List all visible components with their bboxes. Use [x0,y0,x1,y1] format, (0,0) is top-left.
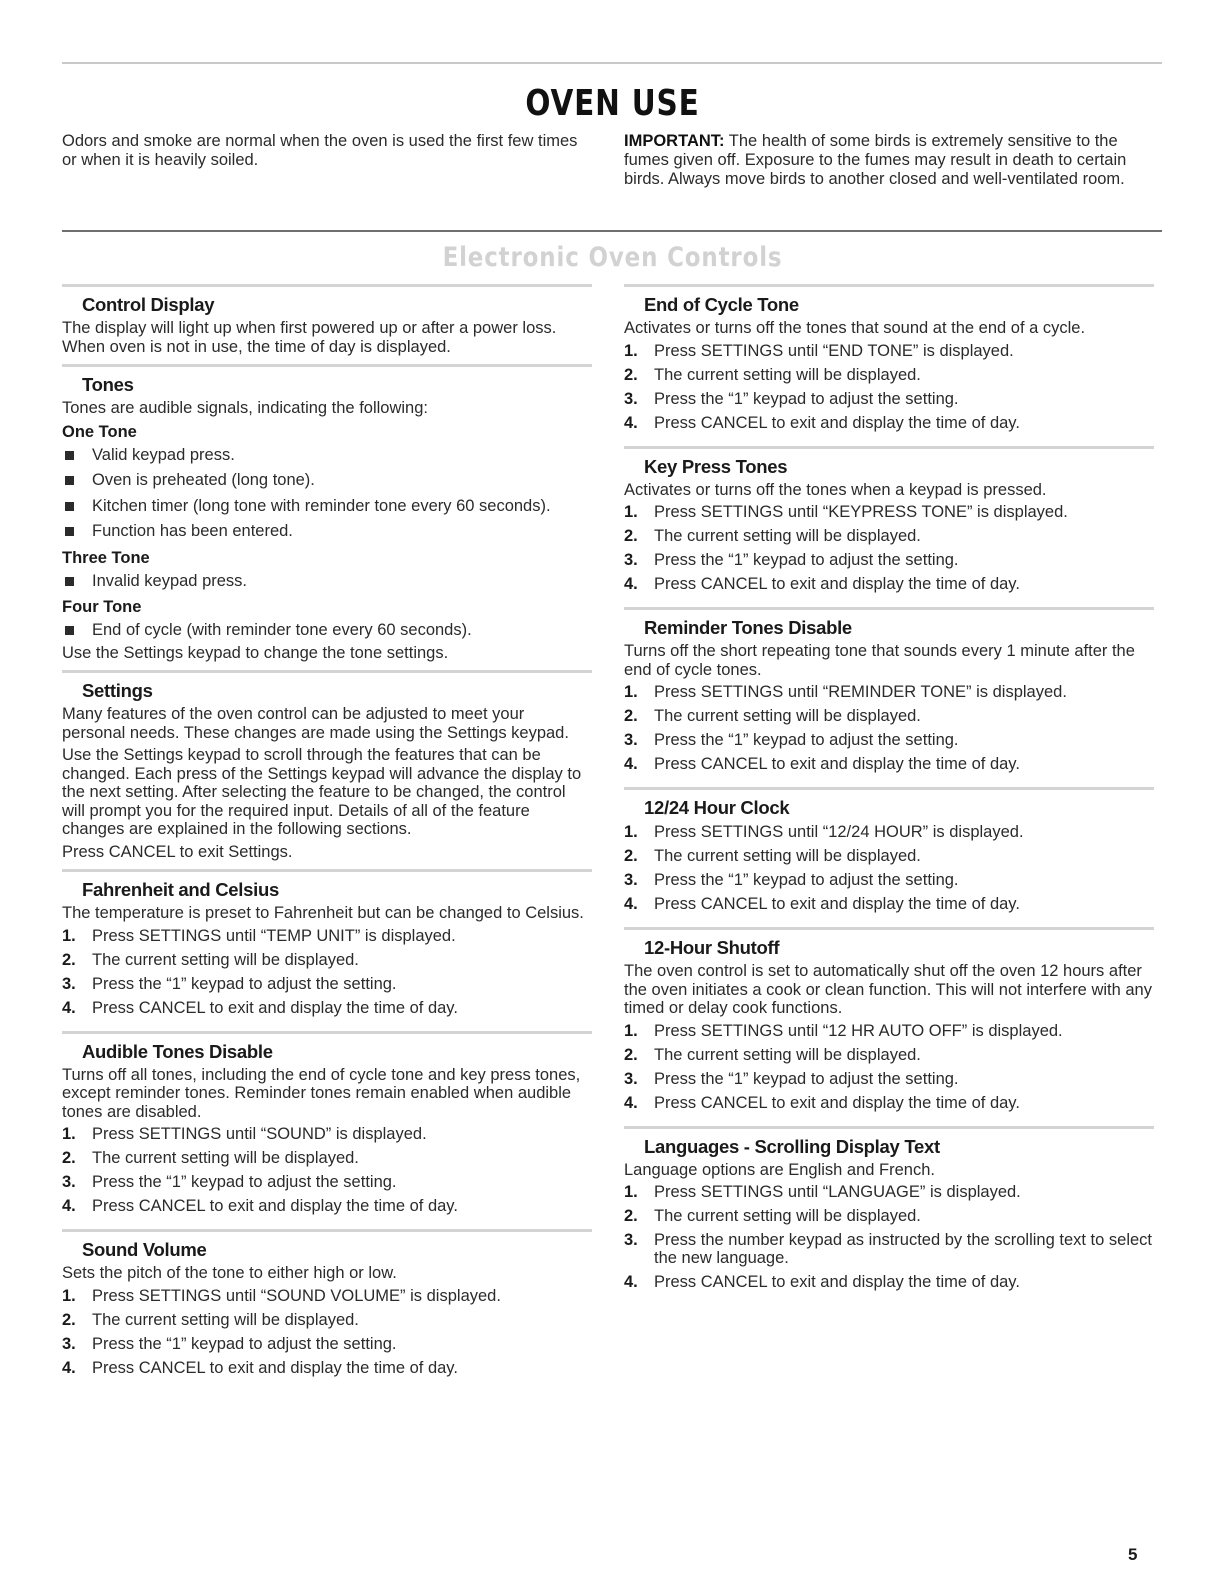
right-column [624,284,1154,1297]
section-text: The temperature is preset to Fahrenheit but can be changed to Celsius. [62,904,584,922]
section-text: Press CANCEL to exit Settings. [62,842,293,861]
list-item: 4. Press CANCEL to exit and display the time of day. [62,998,458,1017]
section-text: Language options are English and French. [624,1160,935,1179]
page-title: OVEN USE [525,83,700,124]
section-title: Fahrenheit and Celsius [82,879,279,900]
section-banner: Electronic Oven Controls [442,242,783,273]
section-title: Sound Volume [82,1239,207,1260]
list-item: 1. Press SETTINGS until “12 HR AUTO OFF” is displayed. [624,1021,1063,1040]
section-text: The display will light up when first powered up or after a power loss. When oven is not in use, the time of day is displayed. [62,319,557,356]
section-divider [624,446,1154,449]
section-title: 12/24 Hour Clock [644,797,790,818]
section-text: Turns off all tones, including the end of cycle tone and key press tones, except reminder tones. Reminder tones remain enabled when audible tones are disabled. [62,1065,581,1121]
section-divider [624,284,1154,287]
list-item: 4. Press CANCEL to exit and display the time of day. [624,755,1020,773]
list-item: 1. Press SETTINGS until “KEYPRESS TONE” is displayed. [624,503,1068,521]
list-item: 1. Press SETTINGS until “SOUND” is displayed. [62,1125,427,1143]
three-tone-list [62,572,592,591]
list-item: 4. Press CANCEL to exit and display the time of day. [624,575,1020,593]
end-of-cycle-section [624,284,1154,432]
fahrenheit-celsius-section [62,869,592,1017]
list-item: 1. Press SETTINGS until “SOUND VOLUME” is displayed. [62,1286,501,1305]
list-item: 2. The current setting will be displayed. [624,527,921,545]
one-tone-list [62,446,592,541]
three-tone-label: Three Tone [62,548,150,567]
left-column [62,284,592,1383]
settings-section [62,670,592,861]
hour-clock-section [624,787,1154,913]
four-tone-label: Four Tone [62,598,142,616]
steps-list [624,503,1154,593]
section-text: Tones are audible signals, indicating the following: [62,399,428,417]
bullet-square-icon [65,527,74,536]
section-divider [624,927,1154,930]
list-item: 4. Press CANCEL to exit and display the time of day. [624,1273,1020,1291]
list-item: Invalid keypad press. [62,572,592,591]
section-text: The oven control is set to automatically shut off the oven 12 hours after the oven initiates a cook or clean function. This will not interfere with any timed or delay cook functions. [624,962,1152,1017]
languages-section [624,1126,1154,1292]
section-title: Reminder Tones Disable [644,617,852,638]
steps-list [62,1287,592,1377]
section-title: Key Press Tones [644,455,788,477]
four-tone-list [62,621,592,640]
sound-volume-section [62,1229,592,1377]
list-item: 2. The current setting will be displayed. [624,365,921,384]
list-item: 3. Press the “1” keypad to adjust the setting. [62,1173,397,1191]
list-item: 3. Press the “1” keypad to adjust the setting. [62,1334,397,1353]
list-item: 3. Press the “1” keypad to adjust the setting. [624,871,959,889]
steps-list [624,1183,1154,1291]
list-item: Oven is preheated (long tone). [62,471,592,490]
control-display-section [62,284,592,356]
list-item: 4. Press CANCEL to exit and display the time of day. [624,413,1020,432]
reminder-tones-section [624,607,1154,773]
list-item: Function has been entered. [62,522,592,541]
list-item: 3. Press the “1” keypad to adjust the setting. [624,1069,959,1088]
section-divider [62,1031,592,1034]
section-divider [62,670,592,673]
key-press-tones-section [624,446,1154,594]
list-item: 2. The current setting will be displayed. [624,847,921,865]
section-text: Sets the pitch of the tone to either high or low. [62,1264,397,1282]
section-rule [62,230,1162,232]
section-divider [624,787,1154,790]
hour-shutoff-section [624,927,1154,1112]
section-text: Activates or turns off the tones when a keypad is pressed. [624,480,1047,499]
list-item: 2. The current setting will be displayed. [624,1045,921,1064]
list-item: End of cycle (with reminder tone every 60 seconds). [62,621,592,640]
section-text: Turns off the short repeating tone that sounds every 1 minute after the end of cycle tones. [624,642,1135,679]
list-item: 1. Press SETTINGS until “REMINDER TONE” is displayed. [624,683,1067,701]
list-item: 4. Press CANCEL to exit and display the time of day. [624,1093,1020,1112]
important-body: The health of some birds is extremely sensitive to the fumes given off. Exposure to the fumes may result in death to certain birds. Always move birds to another closed and well-ventilated room. [624,132,1127,188]
important-label: IMPORTANT: [624,132,725,150]
list-item: 3. Press the “1” keypad to adjust the setting. [624,551,959,569]
list-item: 1. Press SETTINGS until “TEMP UNIT” is displayed. [62,926,456,945]
list-item: 2. The current setting will be displayed. [62,950,359,969]
section-title: Audible Tones Disable [82,1040,273,1062]
one-tone-label: One Tone [62,422,137,441]
bullet-square-icon [65,451,74,460]
intro-important-text [624,132,1144,189]
steps-list [62,927,592,1017]
list-item: 1. Press SETTINGS until “12/24 HOUR” is displayed. [624,823,1024,841]
section-title: Languages - Scrolling Display Text [644,1135,940,1157]
list-item: 3. Press the “1” keypad to adjust the setting. [624,731,959,749]
list-item: Kitchen timer (long tone with reminder tone every 60 seconds). [62,497,592,516]
section-divider [62,1229,592,1232]
section-title: 12-Hour Shutoff [644,937,780,958]
section-text: Use the Settings keypad to scroll through the features that can be changed. Each press of the Settings keypad will advance the display to the next setting. After selecting the feature to be changed, the control will prompt you for the required input. Details of all of the feature changes are explained in the following sections. [62,746,582,838]
section-title: Control Display [82,294,215,315]
section-title: Settings [82,680,153,701]
list-item: 3. Press the “1” keypad to adjust the setting. [624,389,959,408]
section-divider [624,607,1154,610]
section-text: Use the Settings keypad to change the tone settings. [62,643,449,662]
tones-section [62,364,592,662]
top-rule [62,62,1162,64]
page-number: 5 [1128,1545,1138,1564]
steps-list [62,1125,592,1215]
bullet-square-icon [65,577,74,586]
list-item: 2. The current setting will be displayed. [62,1310,359,1329]
steps-list [624,823,1154,913]
list-item: 3. Press the number keypad as instructed by the scrolling text to select the new language. [624,1231,1152,1267]
list-item: 4. Press CANCEL to exit and display the time of day. [62,1197,458,1215]
bullet-square-icon [65,502,74,511]
bullet-square-icon [65,626,74,635]
section-title: Tones [82,374,134,395]
section-divider [624,1126,1154,1129]
bullet-square-icon [65,476,74,485]
list-item: 3. Press the “1” keypad to adjust the setting. [62,974,397,993]
intro-odors-text: Odors and smoke are normal when the oven is used the first few times or when it is heavily soiled. [62,132,578,169]
list-item: 1. Press SETTINGS until “LANGUAGE” is displayed. [624,1183,1021,1201]
section-title: End of Cycle Tone [644,294,799,315]
list-item: Valid keypad press. [62,446,592,465]
list-item: 2. The current setting will be displayed. [624,1207,921,1225]
steps-list [624,1022,1154,1112]
steps-list [624,342,1154,432]
list-item: 1. Press SETTINGS until “END TONE” is displayed. [624,341,1014,360]
audible-tones-section [62,1031,592,1216]
list-item: 2. The current setting will be displayed. [624,707,921,725]
section-divider [62,364,592,367]
section-divider [62,284,592,287]
list-item: 2. The current setting will be displayed. [62,1149,359,1167]
section-text: Many features of the oven control can be adjusted to meet your personal needs. These changes are made using the Settings keypad. [62,705,569,742]
steps-list [624,683,1154,773]
list-item: 4. Press CANCEL to exit and display the time of day. [62,1358,458,1377]
section-text: Activates or turns off the tones that sound at the end of a cycle. [624,319,1086,337]
list-item: 4. Press CANCEL to exit and display the time of day. [624,895,1020,913]
section-divider [62,869,592,872]
